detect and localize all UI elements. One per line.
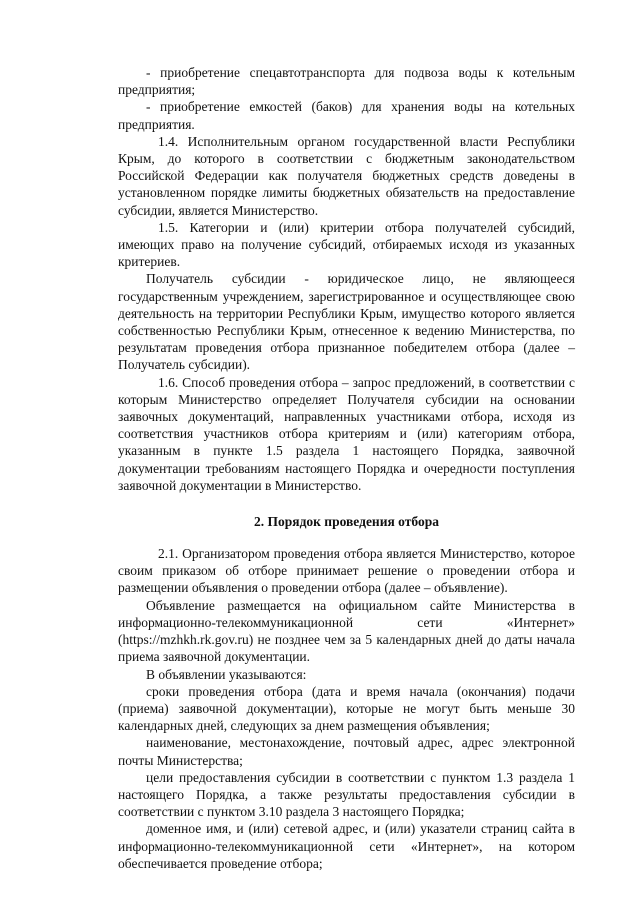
section-2-text <box>118 545 575 872</box>
paragraph: 1.5. Категории и (или) критерии отбора получателей субсидий, имеющих право на получение субсидий, отбираемых исходя из указанных критериев. <box>118 219 575 270</box>
paragraph: - приобретение емкостей (баков) для хранения воды на котельных предприятия. <box>118 99 575 132</box>
section-1-text <box>118 64 575 494</box>
section-heading: 2. Порядок проведения отбора <box>254 514 439 530</box>
paragraph: 2.1. Организатором проведения отбора является Министерство, которое своим приказом об отборе принимает решение о проведении отбора и размещении объявления о проведении отбора (далее – объявление). <box>118 546 575 596</box>
paragraph: Получатель субсидии - юридическое лицо, не являющееся государственным учреждением, зарегистрированное и осуществляющее свою деятельность на территории Республики Крым, имущество которого является собственностью Республики Крым, отнесенное к ведению Министерства, по результатам проведения отбора признанное победителем отбора (далее – Получатель субсидии). <box>118 271 575 373</box>
paragraph: доменное имя, и (или) сетевой адрес, и (или) указатели страниц сайта в информационно-телекоммуникационной сети «Интернет», на котором обеспечивается проведение отбора; <box>118 821 575 871</box>
paragraph: сроки проведения отбора (дата и время начала (окончания) подачи (приема) заявочной документации), которые не могут быть меньше 30 календарных дней, следующих за днем размещения объявления; <box>118 683 575 734</box>
paragraph: Объявление размещается на официальном сайте Министерства в информационно-телекоммуникационной сети «Интернет» (https://mzhkh.rk.gov.ru) не позднее чем за 5 календарных дней до даты начала приема заявочной документации. <box>118 597 575 665</box>
paragraph: 1.4. Исполнительным органом государственной власти Республики Крым, до которого в соответствии с бюджетным законодательством Российской Федерации как получателя бюджетных средств доведены в установленном порядке лимиты бюджетных обязательств на предоставление субсидии, является Министерство. <box>118 133 575 218</box>
paragraph: В объявлении указываются: <box>146 666 307 682</box>
paragraph: цели предоставления субсидии в соответствии с пунктом 1.3 раздела 1 настоящего Порядка, а также результаты предоставления субсидии в соответствии с пунктом 3.10 раздела 3 настоящего Порядка; <box>118 769 575 820</box>
paragraph: наименование, местонахождение, почтовый адрес, адрес электронной почты Министерства; <box>118 735 575 768</box>
paragraph: 1.6. Способ проведения отбора – запрос предложений, в соответствии с которым Министерство определяет Получателя субсидии на основании заявочных документаций, направленных участниками отбора, исходя из соответствия участников отбора критериям и (или) категориям отбора, указанным в пункте 1.5 раздела 1 настоящего Порядка, заявочной документации требованиям настоящего Порядка и очередности поступления заявочной документации в Министерство. <box>118 374 575 493</box>
paragraph: - приобретение спецавтотранспорта для подвоза воды к котельным предприятия; <box>118 65 575 98</box>
